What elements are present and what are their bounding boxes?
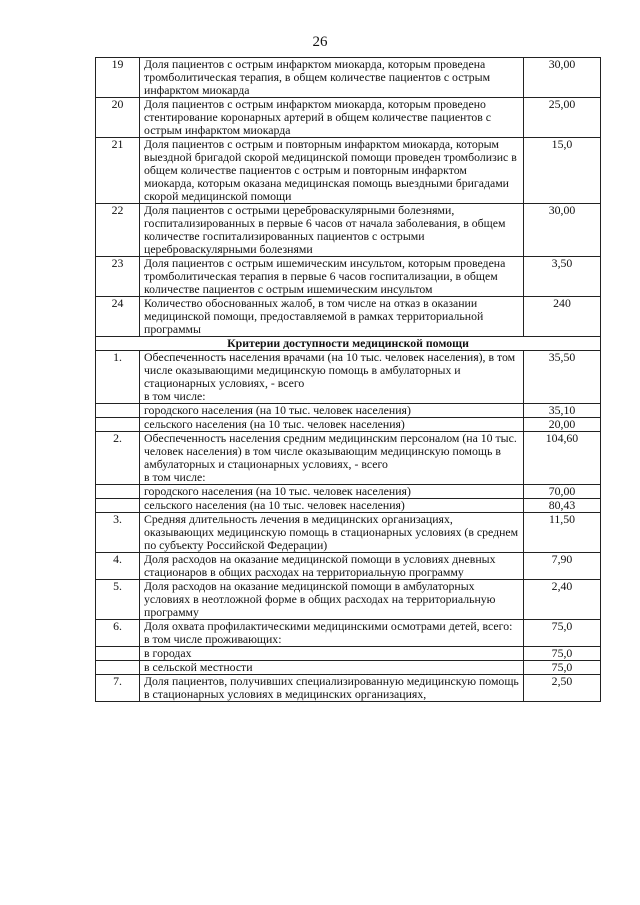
table-row: [96, 499, 601, 513]
criteria-table: [95, 57, 601, 702]
page-number: 26: [312, 34, 328, 50]
table-row: [96, 204, 601, 257]
row-value: 7,90: [524, 553, 601, 580]
row-number: [96, 485, 140, 499]
row-description: в сельской местности: [140, 661, 524, 675]
row-description: Доля пациентов с острым инфарктом миокарда, которым проведена тромболитическая терапия, в общем количестве пациентов с острым инфарктом миокарда: [140, 58, 524, 98]
row-number: [96, 661, 140, 675]
table-row: [96, 485, 601, 499]
table-row: [96, 580, 601, 620]
row-number: 23: [96, 257, 140, 297]
row-description: сельского населения (на 10 тыс. человек населения): [140, 418, 524, 432]
row-number: 2.: [96, 432, 140, 485]
row-description: Доля пациентов, получивших специализированную медицинскую помощь в стационарных условиях в медицинских организациях,: [140, 675, 524, 702]
row-value: 80,43: [524, 499, 601, 513]
row-value: 20,00: [524, 418, 601, 432]
table-row: [96, 257, 601, 297]
table-row: [96, 297, 601, 337]
table-row: [96, 58, 601, 98]
row-number: 22: [96, 204, 140, 257]
row-number: [96, 647, 140, 661]
table-row: [96, 553, 601, 580]
row-description: сельского населения (на 10 тыс. человек населения): [140, 499, 524, 513]
table-row: [96, 661, 601, 675]
row-description: Доля пациентов с острым ишемическим инсультом, которым проведена тромболитическая терапия в первые 6 часов госпитализации, в общем количестве пациентов с острым ишемическим инсультом: [140, 257, 524, 297]
row-description: Обеспеченность населения врачами (на 10 тыс. человек населения), в том числе оказывающими медицинскую помощь в амбулаторных и стационарных условиях, - всего в том числе:: [140, 351, 524, 404]
row-value: 15,0: [524, 138, 601, 204]
row-number: 1.: [96, 351, 140, 404]
row-number: 5.: [96, 580, 140, 620]
table-body: [96, 58, 601, 702]
table-row: [96, 98, 601, 138]
row-value: 2,40: [524, 580, 601, 620]
row-value: 75,0: [524, 620, 601, 647]
row-description: Количество обоснованных жалоб, в том числе на отказ в оказании медицинской помощи, предоставляемой в рамках территориальной программы: [140, 297, 524, 337]
row-number: [96, 418, 140, 432]
row-description: городского населения (на 10 тыс. человек населения): [140, 404, 524, 418]
row-value: 11,50: [524, 513, 601, 553]
table-row: [96, 647, 601, 661]
table-row: [96, 138, 601, 204]
row-value: 30,00: [524, 58, 601, 98]
row-description: Доля охвата профилактическими медицинскими осмотрами детей, всего: в том числе проживающих:: [140, 620, 524, 647]
row-value: 104,60: [524, 432, 601, 485]
table-row: [96, 432, 601, 485]
row-value: 70,00: [524, 485, 601, 499]
row-number: 24: [96, 297, 140, 337]
section-header: Критерии доступности медицинской помощи: [96, 337, 601, 351]
row-value: 3,50: [524, 257, 601, 297]
row-number: 7.: [96, 675, 140, 702]
row-value: 35,50: [524, 351, 601, 404]
row-number: [96, 499, 140, 513]
table-row: [96, 418, 601, 432]
row-number: [96, 404, 140, 418]
row-value: 35,10: [524, 404, 601, 418]
table-row: [96, 513, 601, 553]
row-number: 20: [96, 98, 140, 138]
row-description: Доля расходов на оказание медицинской помощи в условиях дневных стационаров в общих расходах на территориальную программу: [140, 553, 524, 580]
row-value: 25,00: [524, 98, 601, 138]
row-description: городского населения (на 10 тыс. человек населения): [140, 485, 524, 499]
row-number: 3.: [96, 513, 140, 553]
row-description: Доля пациентов с острым инфарктом миокарда, которым проведено стентирование коронарных артерий в общем количестве пациентов с острым инфарктом миокарда: [140, 98, 524, 138]
table-row: [96, 351, 601, 404]
row-value: 75,0: [524, 661, 601, 675]
row-number: 4.: [96, 553, 140, 580]
table-row: [96, 620, 601, 647]
row-value: 30,00: [524, 204, 601, 257]
section-header-row: [96, 337, 601, 351]
row-description: Доля расходов на оказание медицинской помощи в амбулаторных условиях в неотложной форме в общих расходах на территориальную программу: [140, 580, 524, 620]
table-row: [96, 404, 601, 418]
row-description: в городах: [140, 647, 524, 661]
row-value: 240: [524, 297, 601, 337]
row-value: 75,0: [524, 647, 601, 661]
table-row: [96, 675, 601, 702]
row-description: Средняя длительность лечения в медицинских организациях, оказывающих медицинскую помощь в стационарных условиях (в среднем по субъекту Российской Федерации): [140, 513, 524, 553]
row-value: 2,50: [524, 675, 601, 702]
row-description: Доля пациентов с острым и повторным инфарктом миокарда, которым выездной бригадой скорой медицинской помощи проведен тромболизис в общем количестве пациентов с острым и повторным инфарктом миокарда, которым оказана медицинская помощь выездными бригадами скорой медицинской помощи: [140, 138, 524, 204]
row-number: 19: [96, 58, 140, 98]
row-description: Обеспеченность населения средним медицинским персоналом (на 10 тыс. человек населения) в том числе оказывающим медицинскую помощь в амбулаторных и стационарных условиях, - всего в том числе:: [140, 432, 524, 485]
row-number: 21: [96, 138, 140, 204]
row-description: Доля пациентов с острыми цереброваскулярными болезнями, госпитализированных в первые 6 часов от начала заболевания, в общем количестве госпитализированных пациентов с острыми цереброваскулярными болезнями: [140, 204, 524, 257]
row-number: 6.: [96, 620, 140, 647]
